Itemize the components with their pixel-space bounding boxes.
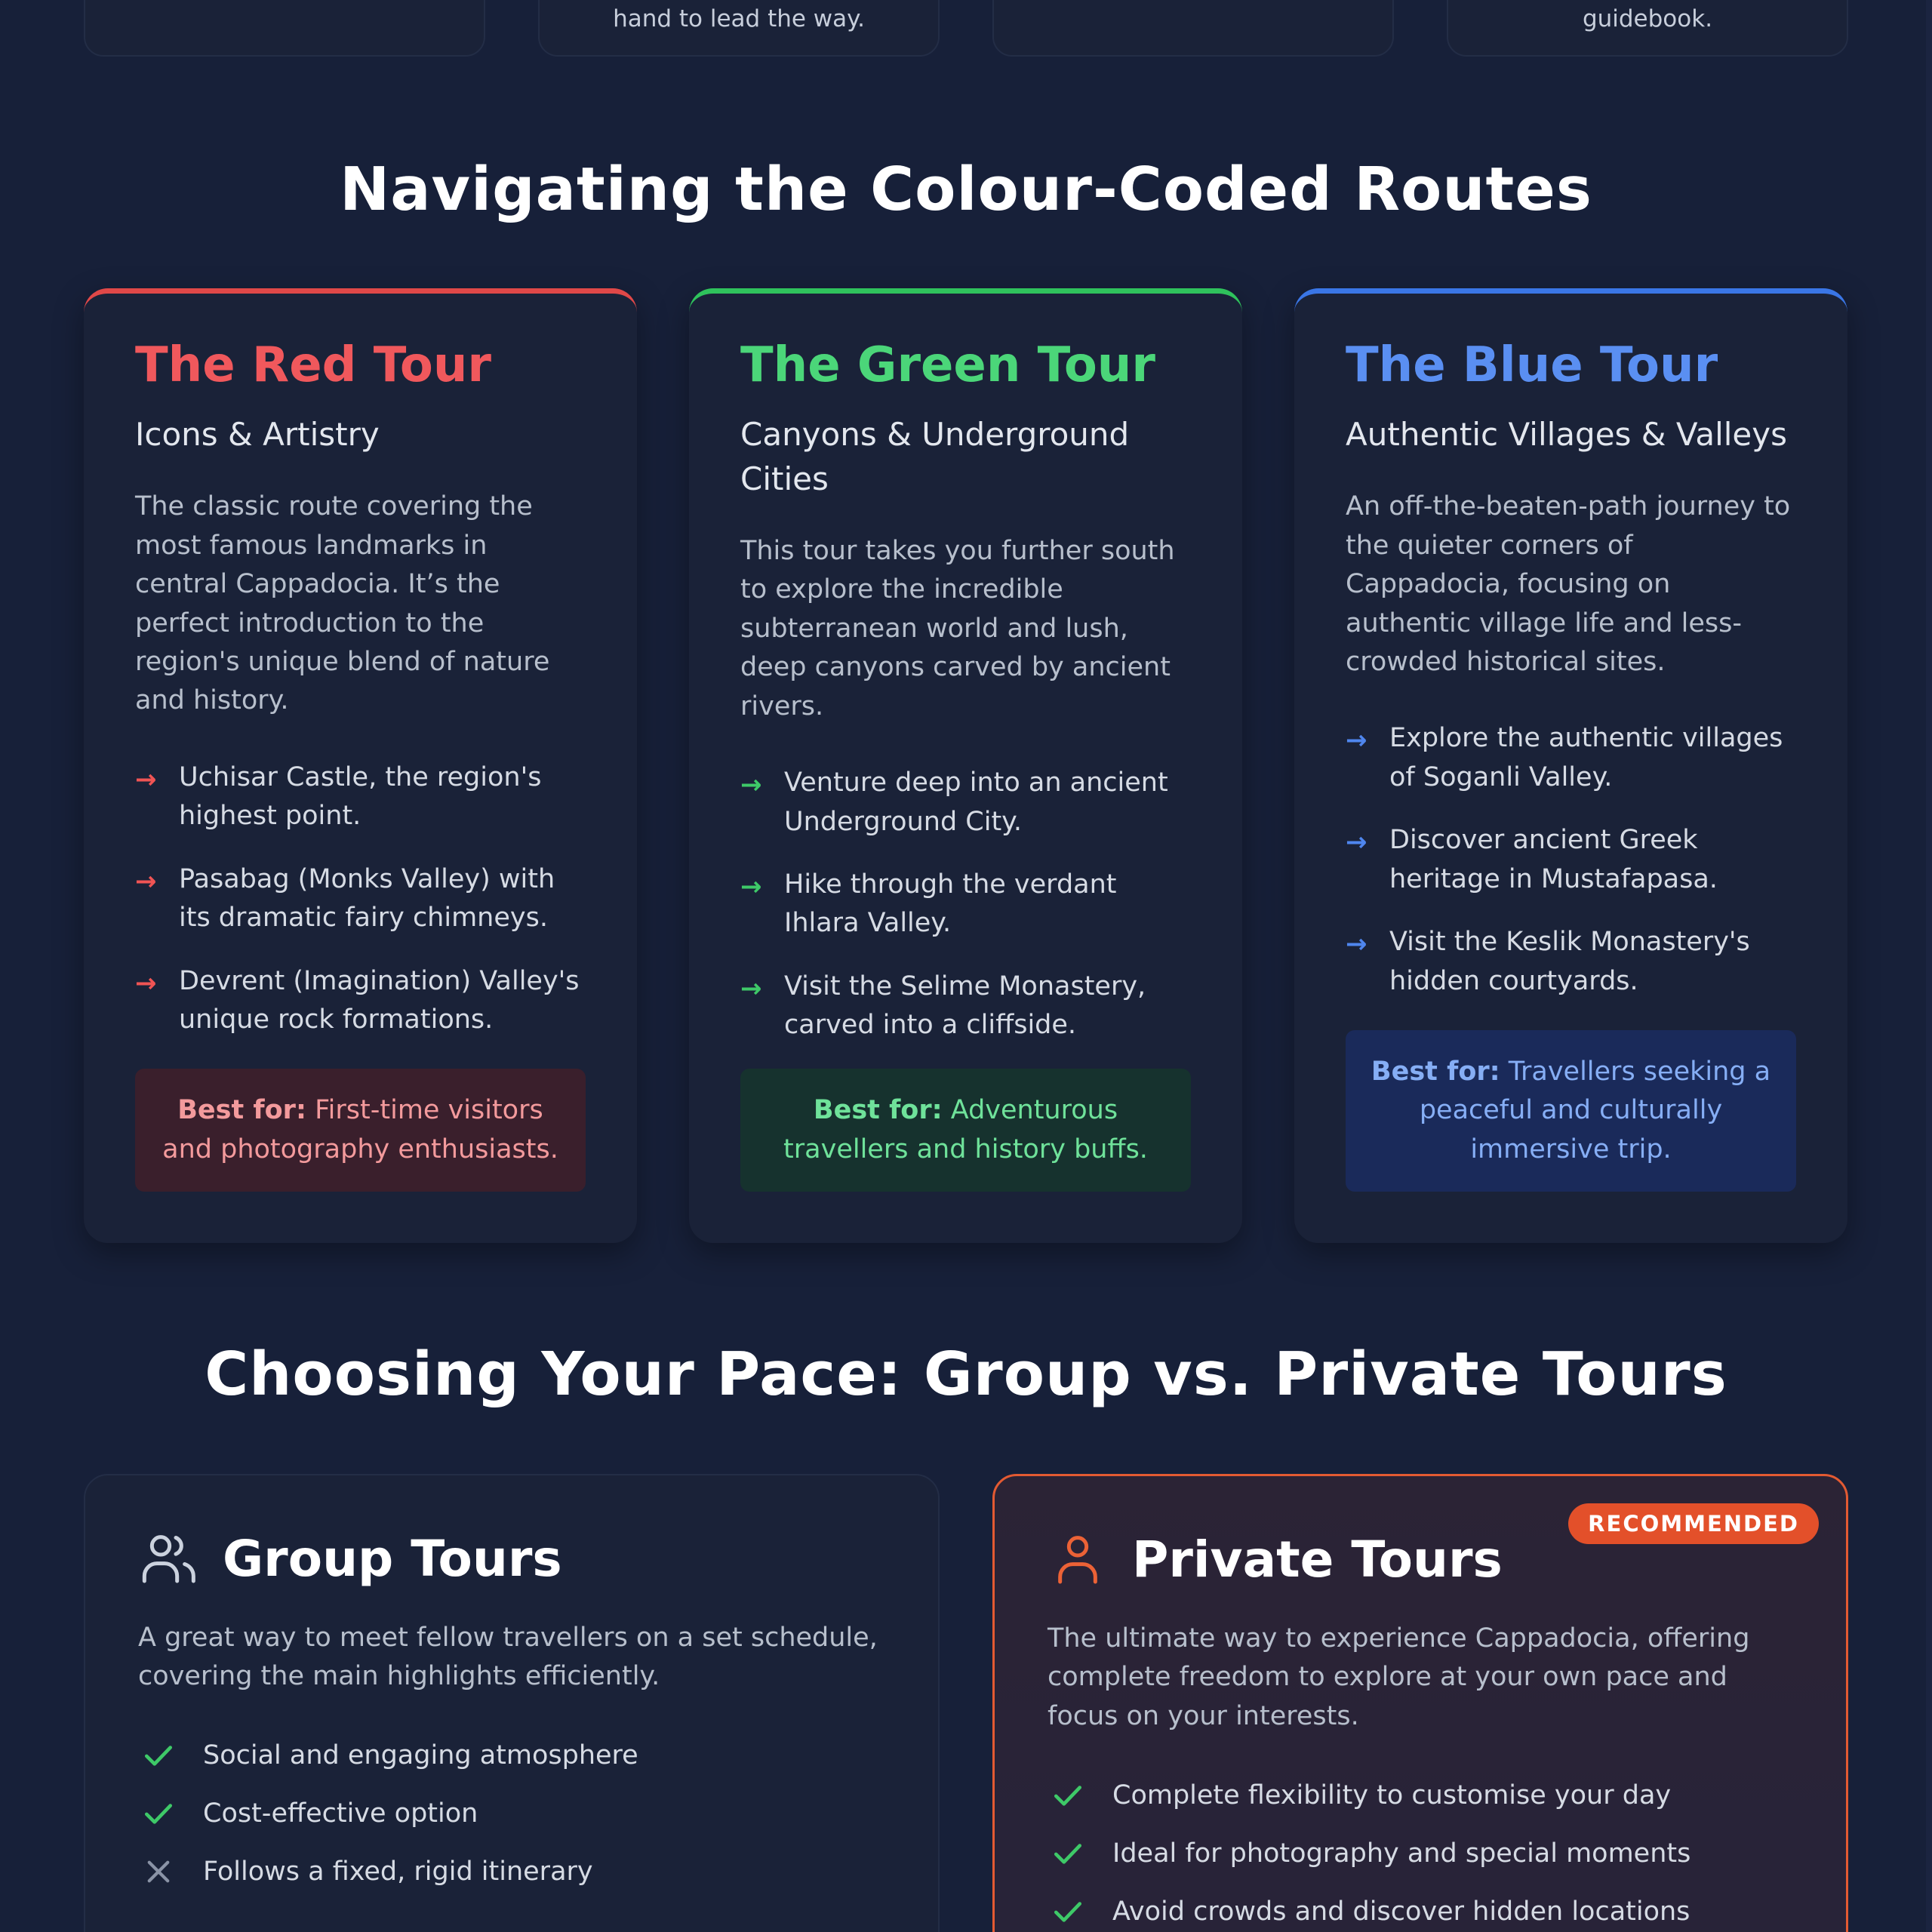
check-icon bbox=[1052, 1780, 1084, 1811]
best-for-text: Travellers seeking a peaceful and culturally immersive trip. bbox=[1419, 1056, 1771, 1164]
highlight-text: Visit the Keslik Monastery's hidden courtyards. bbox=[1389, 927, 1750, 996]
feature-card-text: hand to lead the way. bbox=[613, 5, 865, 32]
green-tour-card bbox=[689, 288, 1242, 1243]
tour-subtitle: Icons & Artistry bbox=[135, 416, 380, 454]
highlight-text: Uchisar Castle, the region's highest point. bbox=[179, 761, 542, 832]
tour-description: The classic route covering the most famous landmarks in central Cappadocia. It’s the perfect introduction to the region's unique blend of nature and history. bbox=[135, 491, 550, 716]
check-icon bbox=[1052, 1896, 1084, 1927]
list-item bbox=[138, 1785, 885, 1843]
list-item bbox=[1048, 1882, 1793, 1932]
card-title: Private Tours bbox=[1132, 1530, 1503, 1589]
best-for-text: First-time visitors and photography enthusiasts. bbox=[162, 1095, 558, 1164]
highlight-text: Devrent (Imagination) Valley's unique rock formations. bbox=[179, 965, 580, 1035]
tour-title: The Red Tour bbox=[135, 337, 491, 393]
top-cards-row bbox=[84, 0, 1847, 57]
feature-text: Complete flexibility to customise your day bbox=[1112, 1780, 1672, 1810]
feature-text: Social and engaging atmosphere bbox=[203, 1740, 638, 1771]
close-icon bbox=[143, 1856, 174, 1887]
tour-title: The Green Tour bbox=[740, 337, 1155, 393]
feature-text: Avoid crowds and discover hidden locations bbox=[1112, 1896, 1690, 1927]
arrow-right-icon: → bbox=[1346, 827, 1367, 858]
card-header bbox=[138, 1528, 885, 1589]
arrow-right-icon: → bbox=[1346, 725, 1367, 756]
feature-card bbox=[538, 0, 940, 57]
best-for-box bbox=[1346, 1030, 1796, 1192]
check-icon bbox=[143, 1740, 174, 1771]
feature-list bbox=[138, 1727, 885, 1901]
list-item bbox=[740, 968, 1191, 1045]
tour-subtitle: Canyons & Underground Cities bbox=[740, 416, 1130, 498]
list-item bbox=[1346, 923, 1796, 1001]
highlight-text: Visit the Selime Monastery, carved into a cliffside. bbox=[784, 971, 1146, 1041]
feature-list bbox=[1048, 1766, 1793, 1932]
recommended-badge: RECOMMENDED bbox=[1568, 1503, 1819, 1544]
highlight-text: Pasabag (Monks Valley) with its dramatic fairy chimneys. bbox=[179, 863, 555, 934]
routes-section-title: Navigating the Colour-Coded Routes bbox=[340, 155, 1592, 224]
highlight-text: Hike through the verdant Ihlara Valley. bbox=[784, 869, 1117, 939]
highlight-text: Discover ancient Greek heritage in Mustafapasa. bbox=[1389, 825, 1718, 894]
tour-title: The Blue Tour bbox=[1346, 337, 1718, 393]
list-item bbox=[1048, 1766, 1793, 1824]
arrow-right-icon: → bbox=[740, 872, 762, 903]
best-for-label: Best for: bbox=[1371, 1056, 1500, 1087]
feature-text: Follows a fixed, rigid itinerary bbox=[203, 1857, 593, 1887]
feature-card bbox=[992, 0, 1394, 57]
list-item bbox=[138, 1727, 885, 1785]
list-item bbox=[1048, 1824, 1793, 1882]
best-for-box bbox=[740, 1069, 1191, 1192]
feature-text: Cost-effective option bbox=[203, 1798, 478, 1829]
tour-highlights bbox=[740, 764, 1191, 1045]
best-for-box bbox=[135, 1069, 586, 1192]
list-item bbox=[1346, 821, 1796, 899]
card-description: The ultimate way to experience Cappadocia, offering complete freedom to explore at your own pace and focus on your interests. bbox=[1048, 1623, 1750, 1731]
group-tours-card bbox=[84, 1474, 940, 1932]
feature-card-text: guidebook. bbox=[1582, 5, 1713, 32]
highlight-text: Venture deep into an ancient Underground City. bbox=[784, 768, 1168, 837]
list-item bbox=[138, 1843, 885, 1901]
tour-highlights bbox=[135, 758, 586, 1040]
highlight-text: Explore the authentic villages of Soganli Valley. bbox=[1389, 723, 1783, 792]
list-item bbox=[135, 962, 586, 1040]
tour-description: An off-the-beaten-path journey to the quieter corners of Cappadocia, focusing on authentic village life and less-crowded historical sites. bbox=[1346, 491, 1791, 677]
tour-highlights bbox=[1346, 719, 1796, 1001]
feature-card bbox=[84, 0, 485, 57]
arrow-right-icon: → bbox=[135, 866, 157, 897]
tour-subtitle: Authentic Villages & Valleys bbox=[1346, 416, 1787, 454]
private-tours-card bbox=[992, 1474, 1848, 1932]
arrow-right-icon: → bbox=[135, 764, 157, 795]
card-description: A great way to meet fellow travellers on a set schedule, covering the main highlights efficiently. bbox=[138, 1623, 878, 1692]
blue-tour-card bbox=[1294, 288, 1847, 1243]
best-for-label: Best for: bbox=[177, 1095, 306, 1126]
arrow-right-icon: → bbox=[740, 973, 762, 1004]
list-item bbox=[135, 758, 586, 836]
list-item bbox=[1346, 719, 1796, 797]
card-title: Group Tours bbox=[223, 1529, 562, 1588]
list-item bbox=[740, 866, 1191, 943]
list-item bbox=[740, 764, 1191, 841]
tour-description: This tour takes you further south to explore the incredible subterranean world and lush, deep canyons carved by ancient rivers. bbox=[740, 535, 1175, 721]
best-for-text: Adventurous travellers and history buffs. bbox=[783, 1095, 1148, 1164]
feature-card bbox=[1447, 0, 1848, 57]
arrow-right-icon: → bbox=[135, 968, 157, 998]
arrow-right-icon: → bbox=[1346, 929, 1367, 960]
arrow-right-icon: → bbox=[740, 770, 762, 801]
user-icon bbox=[1048, 1529, 1108, 1589]
check-icon bbox=[143, 1798, 174, 1829]
feature-text: Ideal for photography and special moments bbox=[1112, 1838, 1691, 1869]
pace-section-title: Choosing Your Pace: Group vs. Private Tours bbox=[205, 1340, 1727, 1409]
red-tour-card bbox=[84, 288, 637, 1243]
list-item bbox=[135, 860, 586, 938]
scrollbar[interactable] bbox=[1926, 0, 1932, 1932]
users-icon bbox=[138, 1528, 198, 1589]
best-for-label: Best for: bbox=[813, 1095, 943, 1126]
check-icon bbox=[1052, 1838, 1084, 1869]
